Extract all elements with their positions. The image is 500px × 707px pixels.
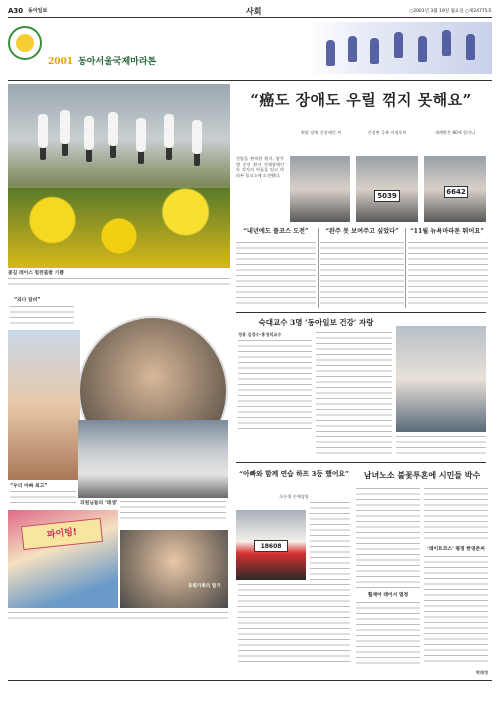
bottom-story-col1	[356, 488, 420, 588]
profile-photos	[290, 156, 486, 222]
race-start-photo	[8, 84, 230, 268]
family-caption-body	[8, 612, 228, 622]
kids-photo	[8, 330, 80, 480]
politicians-photo	[78, 420, 228, 498]
runner-icon	[326, 40, 335, 66]
professors-story-title: 숙대교수 3명 ‘동아일보 건강’ 자랑	[258, 318, 374, 327]
profile-body-left	[236, 242, 316, 306]
cheering-family-photo	[8, 510, 118, 608]
masthead	[8, 6, 492, 18]
profile-heading-right: “11월 뉴욕마라톤 뛰어요”	[410, 228, 484, 235]
banner-title: 동아서울국제마라톤	[78, 57, 157, 67]
flower-bed	[8, 188, 230, 268]
runner-icon	[466, 34, 475, 60]
group-caption-body	[120, 501, 226, 521]
section-title: 사회	[246, 6, 262, 16]
section-divider	[236, 312, 486, 313]
professors-body-col2	[316, 332, 392, 432]
professors-story-byline: 정봉 김경수·홍정덕교수	[238, 332, 282, 337]
page-bottom-rule	[8, 680, 492, 681]
father-story-title: “아빠와 함께 연습 하프 3등 했어요”	[239, 470, 349, 478]
marathon-logo-icon	[8, 26, 42, 60]
banner-caption: 응원가족의 열기	[188, 584, 221, 589]
supporter-photo	[120, 530, 228, 608]
father-story-body	[238, 584, 350, 666]
banner-divider	[8, 80, 492, 81]
runner-icon	[370, 38, 379, 64]
marathon-banner	[8, 22, 492, 78]
professors-body-col1	[238, 340, 312, 432]
bib-number-center: 5039	[374, 190, 400, 202]
column-divider	[318, 228, 319, 308]
professors-body-col3	[316, 436, 392, 458]
lead-paragraph: 간암을 완치한 환자, 암투병 중인 환자 지체장애인 등 각자의 아픔을 딛고 마라톤 풀코스에 도전했다.	[236, 156, 284, 179]
page-number: A30	[8, 7, 24, 15]
runner-icon	[348, 36, 357, 62]
newspaper-name: 동아일보	[28, 8, 48, 14]
main-headline: “癌도 장애도 우릴 꺾지 못해요”	[250, 91, 472, 109]
bib-number-father: 18608	[254, 540, 288, 552]
profile-heading-left: “내년에도 풀코스 도전”	[243, 228, 309, 235]
column-divider	[405, 228, 406, 308]
bottom-story-col2	[424, 488, 488, 542]
circle-caption-body	[10, 306, 74, 326]
father-story-photo	[236, 510, 306, 580]
section-divider	[236, 462, 486, 463]
kids-caption-body	[10, 491, 76, 505]
bottom-story-title: 남녀노소 불꽃투혼에 시민들 박수	[363, 470, 481, 480]
runner-icon	[394, 32, 403, 58]
group-caption: 의원님들의 ‘레생’	[80, 501, 118, 506]
profile-body-right	[408, 242, 488, 306]
bottom-story-col4	[356, 602, 420, 666]
professors-photo	[396, 326, 486, 432]
kids-caption: “우리 아빠 최고”	[10, 484, 48, 489]
race-photo-caption-body	[8, 278, 230, 289]
profile-photo-right	[424, 156, 486, 222]
profile-byline-center: 간경변 극복 이정호씨	[367, 130, 407, 135]
banner-year: 2001	[48, 57, 74, 67]
profile-photo-center	[356, 156, 418, 222]
issue-date: ○2001년 3월 19일 월요일 ○제24775호	[409, 9, 492, 14]
runner-icon	[442, 30, 451, 56]
race-photo-caption: 꽃길 레이스 힘찬출발 기쁨	[8, 271, 64, 276]
profile-byline-right: 세례받은 80세 할머니	[434, 130, 476, 135]
runner-icon	[418, 36, 427, 62]
profile-photo-left	[290, 156, 350, 222]
profile-body-center	[320, 242, 404, 306]
bottom-story-subhead: ‘레이트코스’ 평정 한영준씨	[427, 546, 485, 552]
cheer-banner-text: 파이팅!	[21, 518, 103, 550]
professors-photo-caption-body	[396, 436, 486, 456]
profile-heading-center: “완주 못 보여주고 싶었다”	[325, 228, 399, 235]
reporter-name: 박태정	[475, 670, 488, 675]
profile-byline-left: 왼팔 장애 신장애인 씨	[300, 130, 342, 135]
father-story-body-side	[310, 502, 350, 580]
bottom-story-col3	[424, 556, 488, 666]
bib-number-right: 6642	[444, 186, 468, 198]
father-story-byline: 초등생 손예림양	[279, 494, 309, 499]
runners-silhouette	[308, 22, 492, 74]
circle-photo-caption: “와다 달려”	[14, 298, 41, 303]
bottom-story-subhead-2: 휠체어 레이서 열정	[367, 592, 409, 598]
